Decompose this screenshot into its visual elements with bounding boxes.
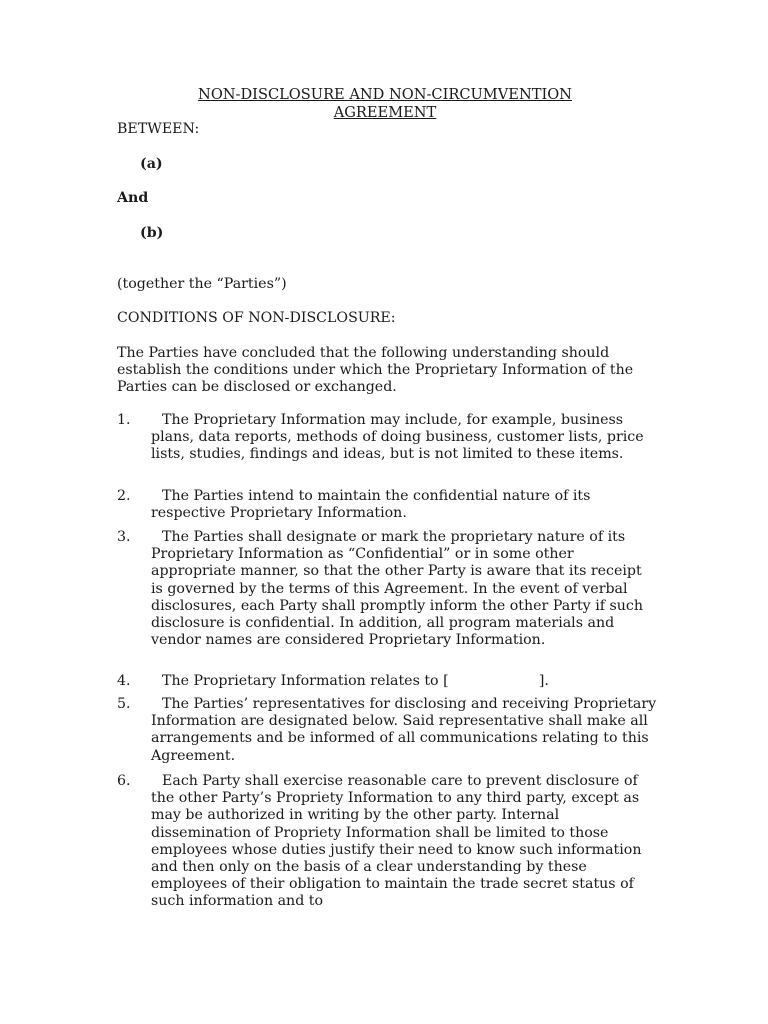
between-label: BETWEEN: (117, 121, 200, 137)
clause-number: 6. (117, 773, 131, 789)
title-line-2: AGREEMENT (333, 103, 437, 121)
clause-text: The Parties shall designate or mark the proprietary nature of its Proprietary Information as “Confidential” or in some other appropriate manner, so that the other Party is aware that its receipt is governed by the terms of this Agreement. In the event of verbal disclosures, each Party shall promptly inform the other Party if such disclosure is confidential. In addition, all program materials and vendor names are considered Proprietary Information. (151, 529, 644, 649)
clause-number: 1. (117, 412, 131, 428)
clause-number: 3. (117, 529, 131, 545)
clause-3 (117, 529, 657, 649)
title-line-1: NON-DISCLOSURE AND NON-CIRCUMVENTION (198, 86, 572, 103)
clause-text: The Proprietary Information relates to [ ]. (162, 673, 549, 689)
clause-2 (117, 488, 657, 522)
clause-text: Each Party shall exercise reasonable care to prevent disclosure of the other Party’s Propriety Information to any third party, except as may be authorized in writing by the other party. Internal dissemination of Propriety Information shall be limited to those employees whose duties justify their need to know such information and then only on the basis of a clear understanding by these employees of their obligation to maintain the trade secret status of such information and to (151, 773, 642, 910)
clause-number: 4. (117, 673, 131, 689)
clause-number: 5. (117, 696, 131, 712)
clause-number: 2. (117, 488, 131, 504)
parties-note: (together the “Parties”) (117, 276, 287, 292)
intro-paragraph: The Parties have concluded that the following understanding should establish the conditions under which the Proprietary Information of the Parties can be disclosed or exchanged. (117, 345, 634, 396)
clause-4 (117, 673, 657, 690)
clause-1 (117, 412, 657, 464)
conditions-heading: CONDITIONS OF NON-DISCLOSURE: (117, 310, 396, 326)
clause-text: The Parties’ representatives for disclosing and receiving Proprietary Information are designated below. Said representative shall make all arrangements and be informed of all communications relating to this Agreement. (151, 696, 657, 764)
and-label: And (117, 190, 149, 206)
party-b-label: (b) (140, 225, 164, 241)
clause-5 (117, 696, 657, 765)
clause-6 (117, 773, 657, 911)
clause-text: The Proprietary Information may include, for example, business plans, data reports, methods of doing business, customer lists, price lists, studies, findings and ideas, but is not limited to these items. (151, 412, 644, 463)
party-a-label: (a) (140, 156, 163, 172)
clause-text: The Parties intend to maintain the confidential nature of its respective Proprietary Information. (151, 488, 591, 522)
document-title (117, 86, 653, 121)
